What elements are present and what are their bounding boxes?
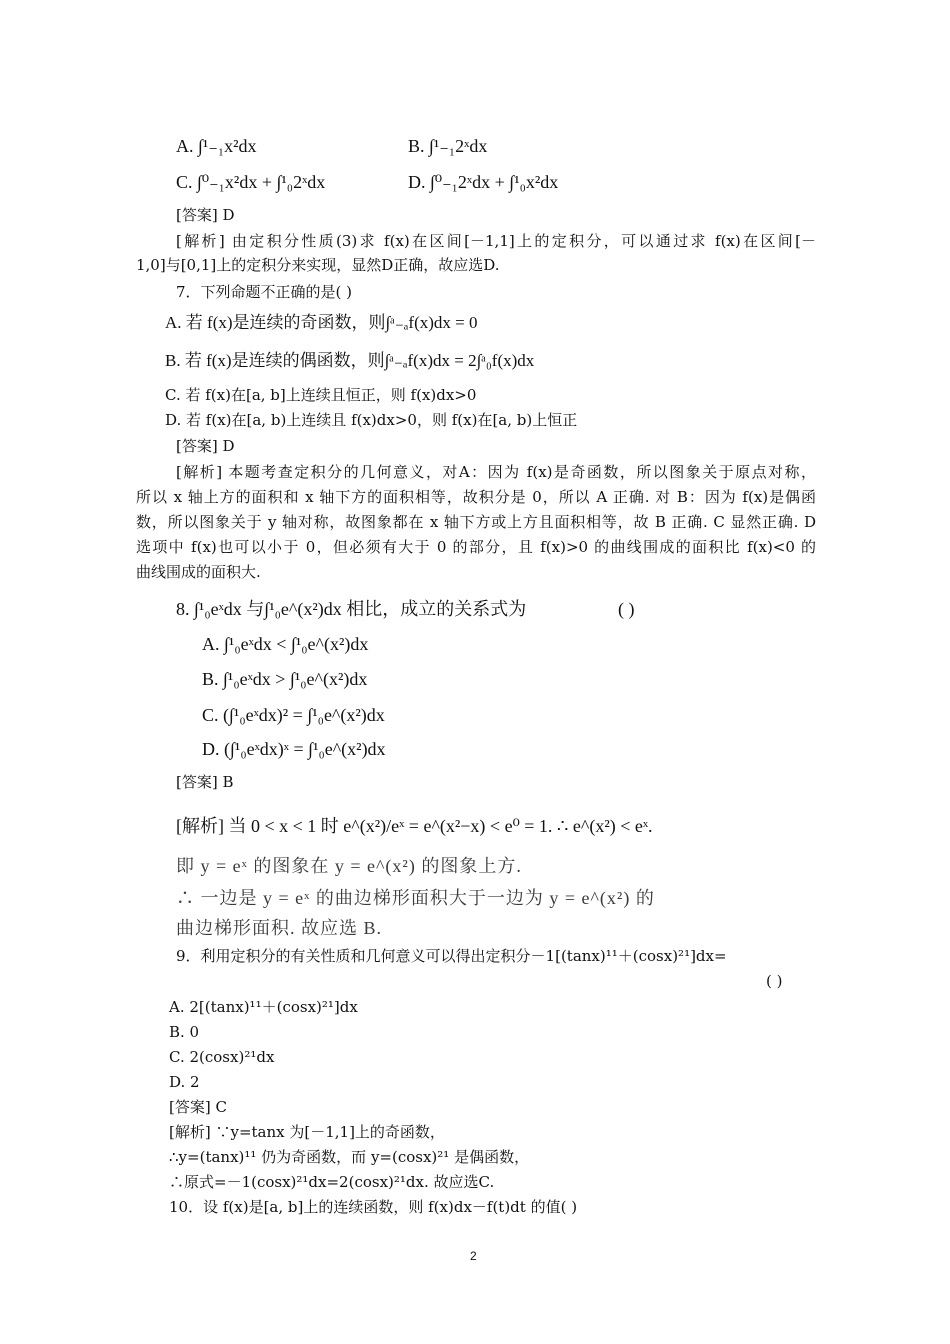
q10-stem: 10．设 f(x)是[a, b]上的连续函数，则 f(x)dx－f(t)dt 的值( ) — [169, 1198, 578, 1216]
q9-stem: 9．利用定积分的有关性质和几何意义可以得出定积分－1[(tanx)¹¹＋(cosx)²¹]dx= — [176, 947, 727, 965]
q9-answer: [答案] C — [169, 1098, 227, 1116]
q9-option-a: A. 2[(tanx)¹¹＋(cosx)²¹]dx — [169, 998, 358, 1016]
q7-option-d: D. 若 f(x)在[a, b)上连续且 f(x)dx>0，则 f(x)在[a, b)上恒正 — [165, 411, 578, 429]
q7-analysis-line-2: 所以 x 轴上方的面积和 x 轴下方的面积相等，故积分是 0，所以 A 正确. 对 B：因为 f(x)是偶函 — [136, 488, 816, 506]
q8-analysis-line-3: ∴ 一边是 y = eˣ 的曲边梯形面积大于一边为 y = e^(x²) 的 — [176, 888, 655, 908]
q6-answer: [答案] D — [176, 206, 235, 224]
q8-analysis-line-2: 即 y = eˣ 的图象在 y = e^(x²) 的图象上方. — [176, 856, 522, 876]
q7-option-b: B. 若 f(x)是连续的偶函数，则∫ᵃ₋ₐf(x)dx = 2∫ᵃ₀f(x)dx — [165, 351, 535, 370]
page-number: 2 — [470, 1249, 477, 1263]
q9-option-b: B. 0 — [169, 1023, 200, 1041]
q9-analysis-line-3: ∴原式=－1(cosx)²¹dx=2(cosx)²¹dx. 故应选C. — [169, 1173, 495, 1191]
q8-answer-paren: ( ) — [618, 599, 635, 619]
q6-option-a: A. ∫¹₋₁x²dx — [176, 136, 257, 156]
q9-option-c: C. 2(cosx)²¹dx — [169, 1048, 275, 1066]
q6-option-b: B. ∫¹₋₁2ˣdx — [408, 136, 488, 156]
q8-analysis-line-4: 曲边梯形面积. 故应选 B. — [176, 918, 383, 938]
q8-option-d: D. (∫¹₀eˣdx)ˣ = ∫¹₀e^(x²)dx — [202, 739, 386, 759]
q7-option-c: C. 若 f(x)在[a, b]上连续且恒正，则 f(x)dx>0 — [165, 386, 477, 404]
q7-analysis-line-5: 曲线围成的面积大. — [136, 563, 261, 581]
q8-option-b: B. ∫¹₀eˣdx > ∫¹₀e^(x²)dx — [202, 669, 368, 689]
q7-analysis-line-4: 选项中 f(x)也可以小于 0，但必须有大于 0 的部分，且 f(x)>0 的曲线围成的面积比 f(x)<0 的 — [136, 538, 816, 556]
q9-option-d: D. 2 — [169, 1073, 200, 1091]
q8-stem: 8. ∫¹₀eˣdx 与∫¹₀e^(x²)dx 相比，成立的关系式为 — [176, 599, 527, 619]
q8-analysis-line-1: [解析] 当 0 < x < 1 时 e^(x²)/eˣ = e^(x²−x) < e⁰ = 1. ∴ e^(x²) < eˣ. — [176, 816, 653, 836]
q9-answer-paren: ( ) — [766, 972, 783, 990]
q7-answer: [答案] D — [176, 437, 235, 455]
q8-option-a: A. ∫¹₀eˣdx < ∫¹₀e^(x²)dx — [202, 634, 369, 654]
q7-stem: 7．下列命题不正确的是( ) — [176, 283, 353, 301]
q6-option-d: D. ∫⁰₋₁2ˣdx + ∫¹₀x²dx — [408, 172, 559, 192]
q7-analysis-line-1: [解析] 本题考查定积分的几何意义，对A：因为 f(x)是奇函数，所以图象关于原点对称， — [176, 463, 816, 481]
q9-analysis-line-1: [解析] ∵y=tanx 为[－1,1]上的奇函数， — [169, 1123, 445, 1141]
q6-option-c: C. ∫⁰₋₁x²dx + ∫¹₀2ˣdx — [176, 172, 326, 192]
q8-option-c: C. (∫¹₀eˣdx)² = ∫¹₀e^(x²)dx — [202, 705, 385, 725]
q9-analysis-line-2: ∴y=(tanx)¹¹ 仍为奇函数，而 y=(cosx)²¹ 是偶函数， — [169, 1148, 530, 1166]
q8-answer: [答案] B — [176, 773, 234, 791]
q6-analysis-line-2: 1,0]与[0,1]上的定积分来实现，显然D正确，故应选D. — [136, 256, 500, 274]
q7-analysis-line-3: 数，所以图象关于 y 轴对称，故图象都在 x 轴下方或上方且面积相等，故 B 正确. C 显然正确. D — [136, 513, 816, 531]
q6-analysis-line-1: [解析] 由定积分性质(3)求 f(x)在区间[－1,1]上的定积分，可以通过求 f(x)在区间[－ — [176, 232, 816, 250]
q7-option-a: A. 若 f(x)是连续的奇函数，则∫ᵃ₋ₐf(x)dx = 0 — [165, 313, 478, 332]
